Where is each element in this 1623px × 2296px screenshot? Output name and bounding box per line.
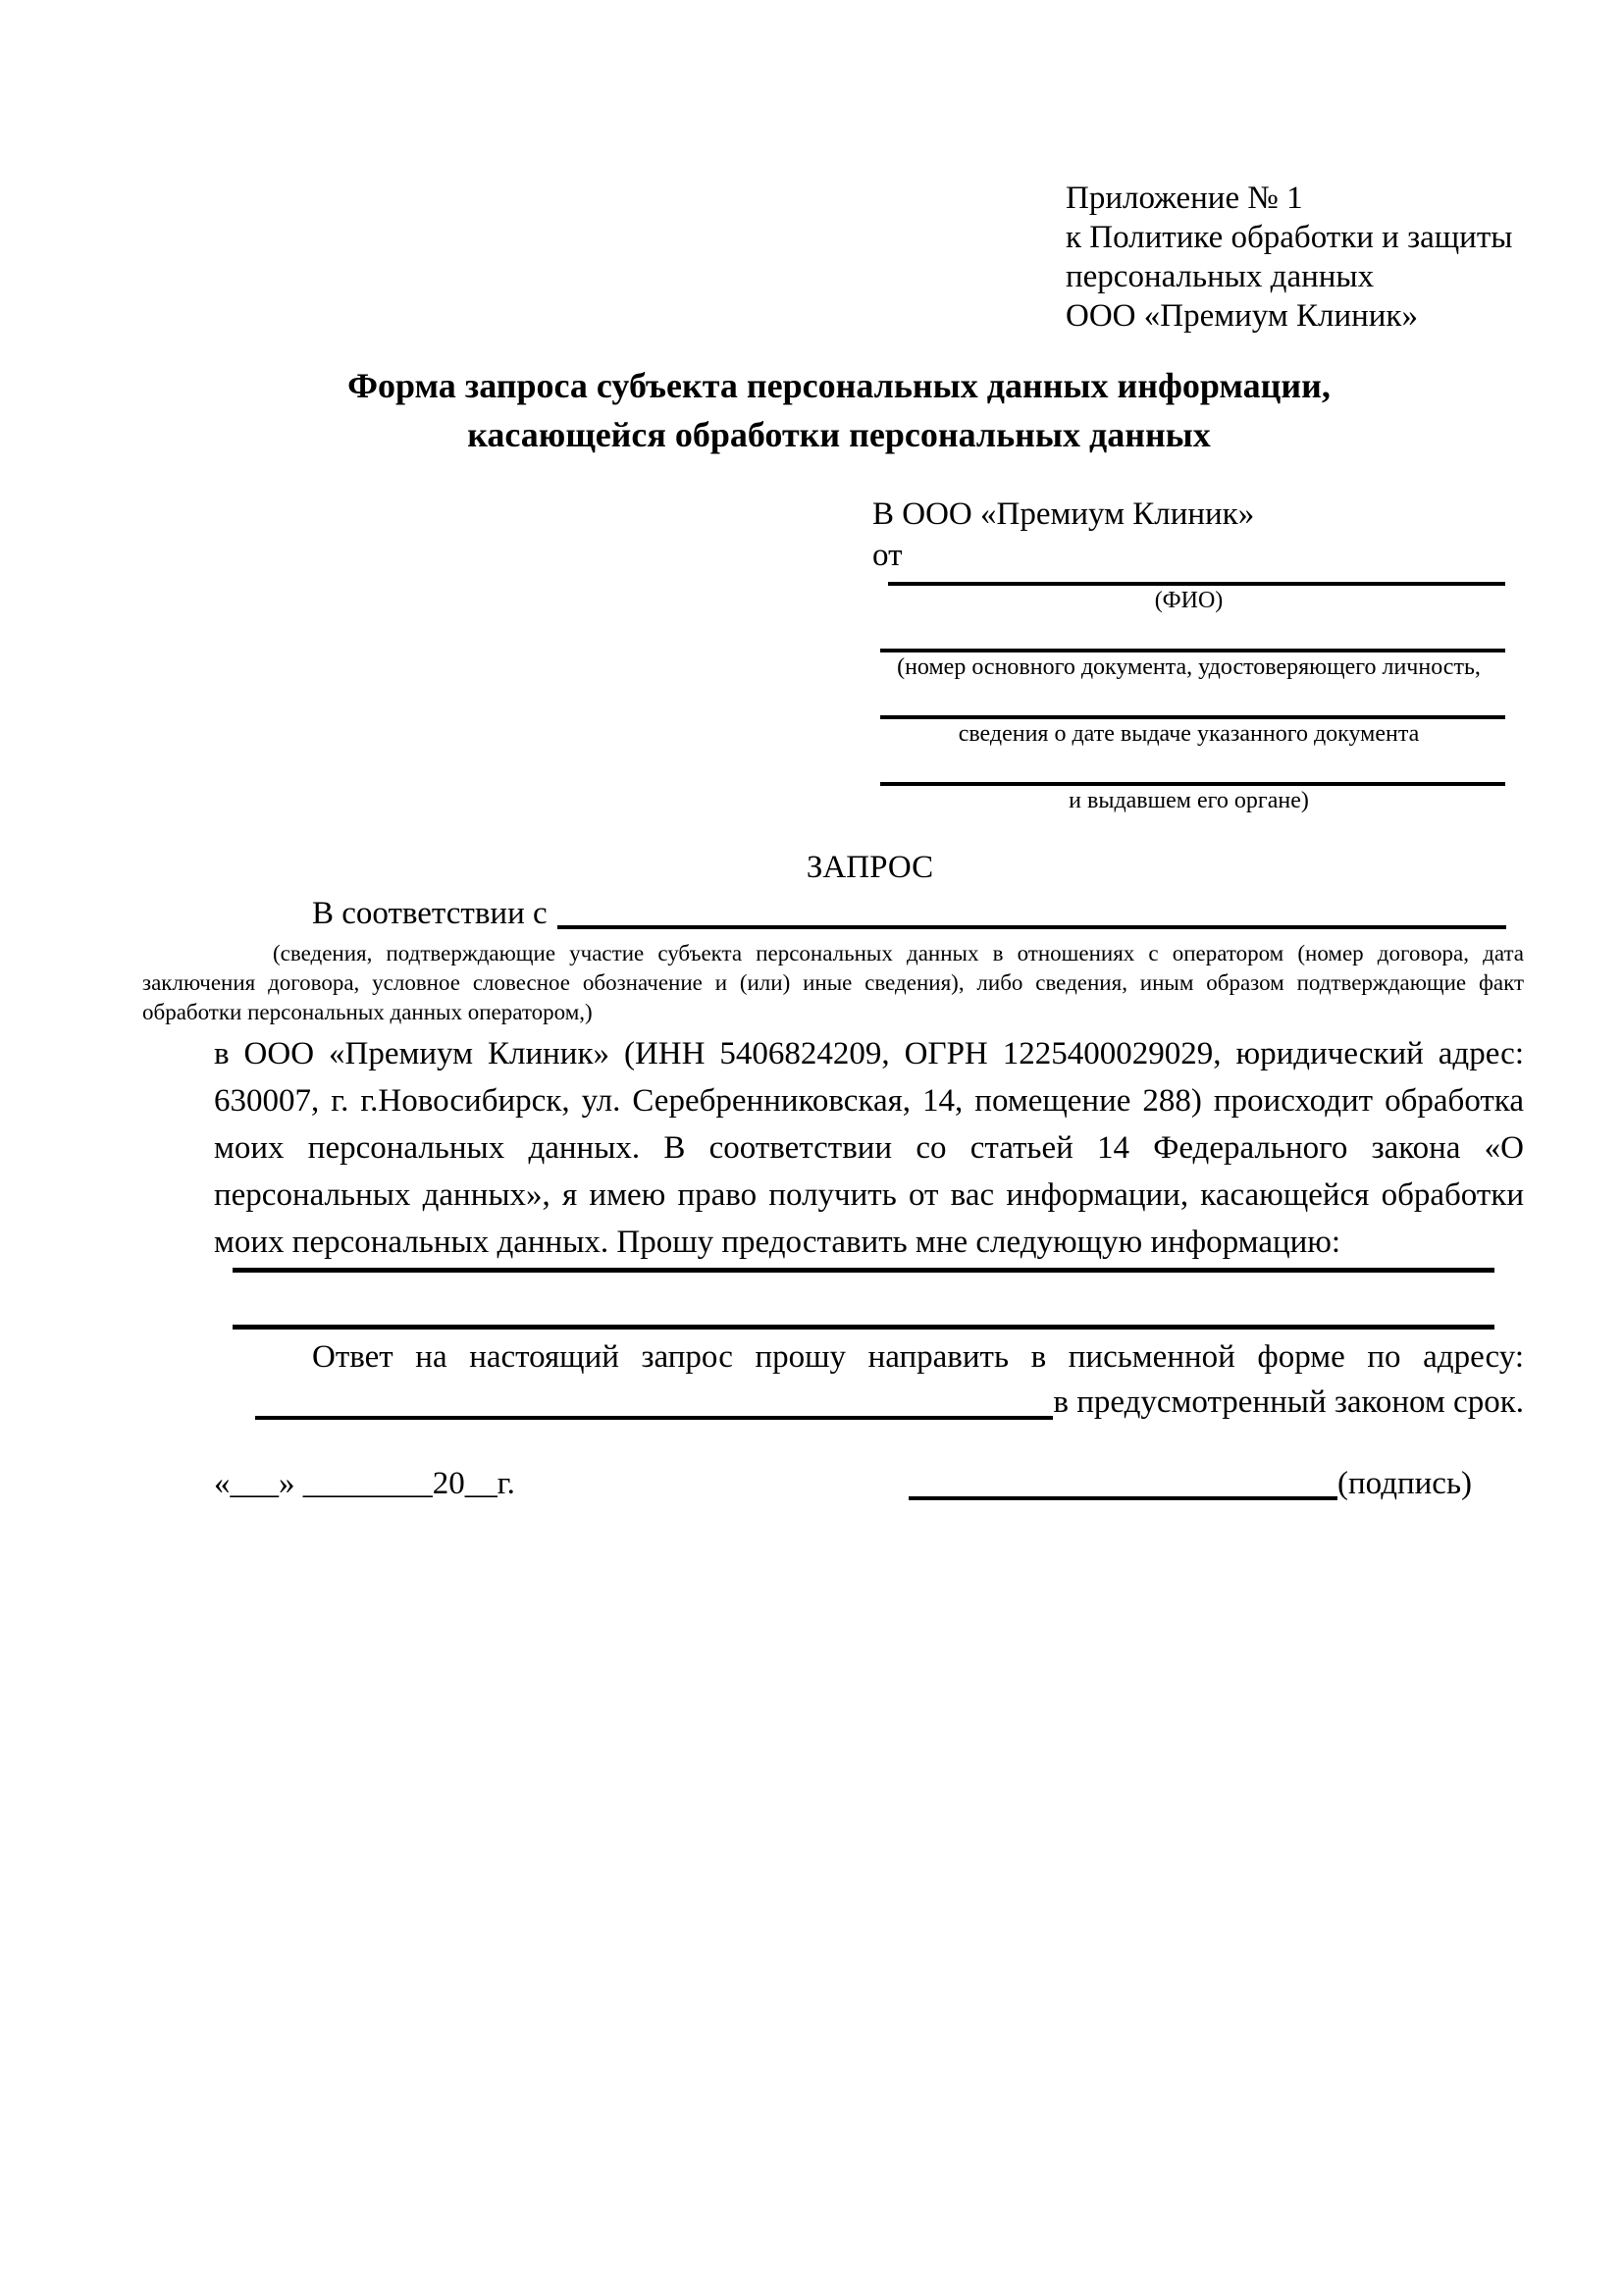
addressee-block	[872, 494, 1505, 815]
document-date-blank-line	[880, 682, 1505, 719]
request-body: в ООО «Премиум Клиник» (ИНН 5406824209, ОГРН 1225400029029, юридический адрес: 630007, г. г.Новосибирск, ул. Серебренниковская, 14, помещение 288) происходит обработка моих персональных данных. В соответствии со статьей 14 Федерального закона «О персональных данных», я имею право получить от вас информации, касающейся обработки моих персональных данных. Прошу предоставить мне следующую информацию:	[214, 1036, 1524, 1260]
appendix-header-line-2: к Политике обработки и защиты	[1066, 220, 1513, 255]
document-title-line-2: касающейся обработки персональных данных	[467, 415, 1211, 454]
fio-blank-line	[888, 576, 1505, 586]
signature-blank-line	[909, 1496, 1337, 1500]
intro-footnote: (сведения, подтверждающие участие субъекта персональных данных в отношениях с оператором (номер договора, дата заключения договора, условное словесное обозначение и (или) иные сведения), либо сведения, иным образом подтверждающие факт обработки персональных данных оператором,)	[142, 941, 1524, 1024]
addressee-from-label: от	[872, 538, 903, 573]
appendix-header	[1066, 179, 1527, 336]
document-title	[186, 361, 1492, 459]
document-title-line-1: Форма запроса субъекта персональных данных информации,	[347, 366, 1331, 405]
intro-prefix: В соответствии с	[312, 896, 548, 931]
reply-address-row	[214, 1380, 1524, 1425]
document-issuer-blank-line	[880, 749, 1505, 786]
signature-row	[909, 1462, 1472, 1505]
document-date-caption: сведения о дате выдаче указанного документа	[958, 721, 1420, 747]
appendix-header-line-3: персональных данных	[1066, 259, 1375, 294]
document-number-caption: (номер основного документа, удостоверяющего личность,	[897, 654, 1481, 680]
reply-sentence: Ответ на настоящий запрос прошу направить в письменной форме по адресу:	[312, 1339, 1524, 1375]
information-blank-line-2	[233, 1325, 1494, 1330]
appendix-header-line-1: Приложение № 1	[1066, 181, 1303, 216]
document-issuer-caption: и выдавшем его органе)	[1069, 788, 1309, 813]
reply-suffix: в предусмотренный законом срок.	[1053, 1384, 1524, 1420]
intro-row	[214, 893, 1506, 934]
request-heading: ЗАПРОС	[806, 850, 934, 885]
intro-blank-line	[557, 925, 1506, 929]
appendix-header-line-4: ООО «Премиум Клиник»	[1066, 298, 1418, 334]
fio-caption: (ФИО)	[1154, 588, 1224, 613]
addressee-to: В ООО «Премиум Клиник»	[872, 496, 1255, 532]
signature-caption: (подпись)	[1337, 1466, 1472, 1501]
information-blank-line-1	[233, 1268, 1494, 1273]
reply-address-blank-line	[255, 1416, 1053, 1420]
document-number-blank-line	[880, 615, 1505, 652]
date-field: «___» ________20__г.	[214, 1466, 515, 1501]
